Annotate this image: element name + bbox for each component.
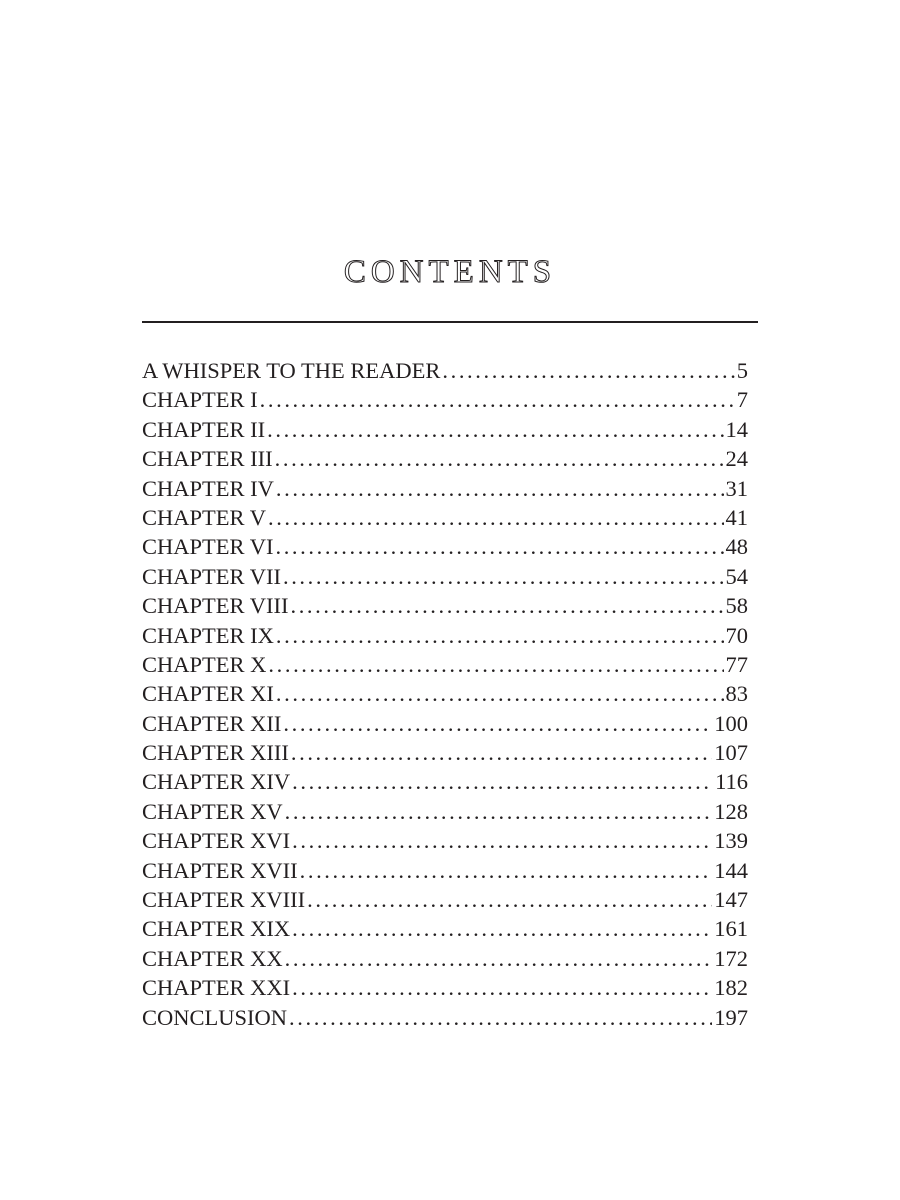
toc-entry[interactable] [142,856,748,885]
dot-leader [289,1003,712,1032]
toc-page-number: 116 [715,769,748,795]
toc-entry[interactable] [142,944,748,973]
dot-leader [285,797,713,826]
toc-page-number: 147 [714,887,748,913]
toc-entry[interactable] [142,621,748,650]
dot-leader [292,826,712,855]
toc-entry[interactable] [142,767,748,796]
toc-entry[interactable] [142,885,748,914]
dot-leader [290,591,723,620]
dot-leader [276,621,724,650]
toc-page-number: 128 [714,798,748,824]
toc-entry[interactable] [142,826,748,855]
toc-page-number: 14 [725,416,748,442]
toc-entry[interactable] [142,356,748,385]
toc-entry-title: CHAPTER XVII [142,857,298,883]
dot-leader [285,944,713,973]
toc-entry[interactable] [142,503,748,532]
dot-leader [275,444,724,473]
toc-entry-title: CHAPTER II [142,416,266,442]
toc-page-number: 54 [725,563,748,589]
page-title: CONTENTS [343,254,557,290]
toc-entry[interactable] [142,709,748,738]
toc-page-number: 7 [736,387,748,413]
toc-entry-title: CHAPTER III [142,446,273,472]
toc-entry[interactable] [142,738,748,767]
toc-entry-title: CHAPTER I [142,387,258,413]
toc-entry-title: CHAPTER X [142,651,267,677]
toc-page-number: 182 [714,975,748,1001]
toc-entry[interactable] [142,591,748,620]
toc-page-number: 70 [725,622,748,648]
dot-leader [268,503,724,532]
table-of-contents [142,356,748,1032]
toc-page-number: 41 [725,504,748,530]
toc-entry-title: CHAPTER V [142,504,266,530]
dot-leader [300,856,713,885]
toc-entry-title: CHAPTER VII [142,563,281,589]
toc-page-number: 83 [725,681,748,707]
toc-entry-title: A WHISPER TO THE READER [142,358,441,383]
dot-leader [442,356,734,385]
dot-leader [292,767,713,796]
toc-entry[interactable] [142,914,748,943]
toc-entry-title: CHAPTER VIII [142,593,289,619]
toc-entry[interactable] [142,444,748,473]
toc-entry-title: CHAPTER XIX [142,916,291,942]
toc-entry-title: CHAPTER XX [142,945,283,971]
toc-entry-title: CHAPTER XV [142,798,283,824]
toc-entry[interactable] [142,679,748,708]
toc-page-number: 77 [725,651,748,677]
toc-page-number: 107 [714,740,748,766]
toc-entry-title: CHAPTER IV [142,475,274,501]
toc-entry-title: CHAPTER VI [142,534,274,560]
dot-leader [283,562,724,591]
dot-leader [276,679,724,708]
dot-leader [260,385,735,414]
toc-entry-title: CHAPTER XIV [142,769,291,795]
dot-leader [276,474,724,503]
toc-entry-title: CHAPTER XVIII [142,887,306,913]
toc-page-number: 144 [714,857,748,883]
toc-page-number: 58 [725,593,748,619]
toc-entry[interactable] [142,797,748,826]
toc-entry[interactable] [142,385,748,414]
dot-leader [268,650,723,679]
toc-entry-title: CHAPTER IX [142,622,274,648]
toc-entry[interactable] [142,562,748,591]
toc-page-number: 172 [714,945,748,971]
toc-entry[interactable] [142,532,748,561]
title-divider [142,321,758,323]
toc-entry[interactable] [142,415,748,444]
toc-entry[interactable] [142,973,748,1002]
toc-page-number: 5 [736,358,748,383]
toc-entry-title: CONCLUSION [142,1004,288,1030]
toc-entry-title: CHAPTER XIII [142,740,289,766]
toc-page-number: 48 [725,534,748,560]
toc-entry-title: CHAPTER XII [142,710,282,736]
toc-entry-title: CHAPTER XVI [142,828,291,854]
dot-leader [291,738,712,767]
toc-page-number: 100 [714,710,748,736]
toc-entry-title: CHAPTER XI [142,681,274,707]
dot-leader [307,885,712,914]
toc-page-number: 24 [725,446,748,472]
dot-leader [275,532,723,561]
dot-leader [292,914,712,943]
toc-entry[interactable] [142,1003,748,1032]
toc-page-number: 139 [714,828,748,854]
toc-entry[interactable] [142,650,748,679]
toc-page-number: 161 [714,916,748,942]
toc-page-number: 197 [714,1004,748,1030]
dot-leader [267,415,723,444]
dot-leader [292,973,712,1002]
toc-entry-title: CHAPTER XXI [142,975,291,1001]
toc-entry[interactable] [142,474,748,503]
toc-page-number: 31 [725,475,748,501]
dot-leader [283,709,712,738]
